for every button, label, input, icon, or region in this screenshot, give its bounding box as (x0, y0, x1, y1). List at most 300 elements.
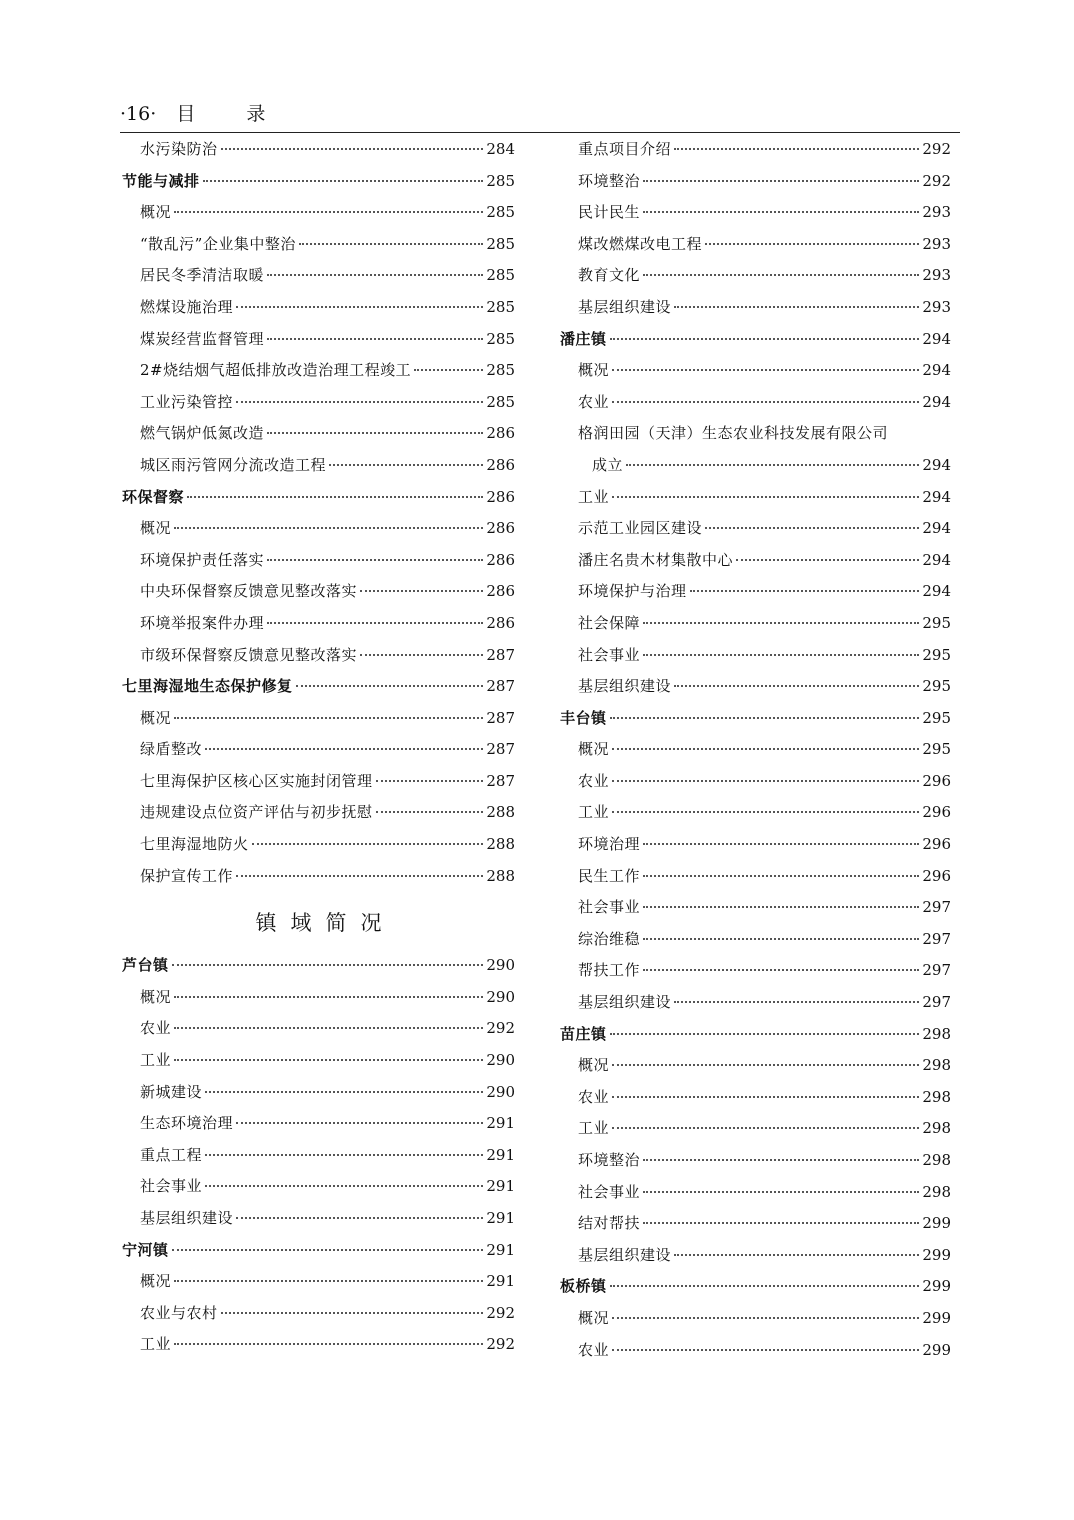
dot-leader (643, 905, 919, 908)
dot-leader (236, 1121, 483, 1124)
dot-leader (612, 400, 919, 403)
dot-leader (174, 1342, 483, 1345)
dot-leader (414, 368, 483, 371)
dot-leader (267, 431, 483, 434)
toc-entry-label: 农业 (140, 1019, 172, 1038)
toc-entry[interactable] (122, 982, 515, 1014)
toc-entry[interactable] (122, 450, 515, 482)
toc-page-number: 299 (922, 1214, 951, 1233)
toc-entry[interactable] (122, 1013, 515, 1045)
toc-page-number: 296 (922, 803, 951, 822)
dot-leader (612, 1063, 919, 1066)
dot-leader (612, 495, 919, 498)
toc-entry[interactable] (560, 355, 951, 387)
toc-entry[interactable] (122, 260, 515, 292)
toc-page-number: 292 (922, 140, 951, 158)
toc-entry[interactable] (122, 829, 515, 861)
toc-chapter-entry[interactable] (560, 703, 951, 735)
toc-entry[interactable] (560, 671, 951, 703)
toc-entry-label: 概况 (578, 1056, 610, 1075)
toc-entry-label: 概况 (578, 361, 610, 380)
toc-chapter-entry[interactable] (122, 482, 515, 514)
toc-page-number: 295 (922, 740, 951, 759)
toc-entry-label: 社会事业 (578, 898, 641, 917)
toc-entry-label: 工业 (140, 1051, 172, 1070)
toc-page-number: 288 (486, 835, 515, 854)
toc-entry-label: 生态环境治理 (140, 1114, 234, 1133)
toc-page-number: 291 (486, 1272, 515, 1291)
toc-page-number: 295 (922, 645, 951, 664)
toc-entry[interactable] (122, 1171, 515, 1203)
toc-page-number: 298 (922, 1024, 951, 1043)
toc-page-number: 285 (486, 234, 515, 253)
dot-leader (674, 1253, 919, 1256)
toc-entry-label: 基层组织建设 (578, 677, 672, 696)
toc-page-number: 294 (922, 455, 951, 474)
dot-leader (612, 1126, 919, 1129)
toc-entry-label: 结对帮扶 (578, 1214, 641, 1233)
toc-entry-label: 2#烧结烟气超低排放改造治理工程竣工 (140, 361, 412, 380)
dot-leader (174, 210, 483, 213)
toc-entry[interactable] (122, 1203, 515, 1235)
toc-page-number: 294 (922, 361, 951, 380)
toc-page-number: 287 (486, 708, 515, 727)
toc-entry[interactable] (560, 197, 951, 229)
toc-entry[interactable] (560, 892, 951, 924)
toc-entry-label: 七里海保护区核心区实施封闭管理 (140, 771, 373, 790)
toc-page-number: 292 (486, 1303, 515, 1322)
toc-page-number: 298 (922, 1151, 951, 1169)
toc-entry-label: 工业污染管控 (140, 392, 234, 411)
toc-entry[interactable] (560, 1240, 951, 1272)
toc-entry[interactable] (122, 1108, 515, 1140)
toc-entry[interactable] (560, 640, 951, 672)
toc-entry-label: 社会事业 (578, 645, 641, 664)
toc-entry-label: 七里海湿地防火 (140, 835, 249, 854)
toc-page-number: 285 (486, 361, 515, 380)
toc-entry[interactable] (560, 1113, 951, 1145)
toc-page-number: 297 (922, 993, 951, 1012)
dot-leader (205, 747, 483, 750)
toc-entry[interactable] (122, 608, 515, 640)
toc-entry-label: 环境举报案件办理 (140, 613, 265, 632)
toc-entry[interactable] (560, 1050, 951, 1082)
toc-entry[interactable] (122, 197, 515, 229)
toc-page-number: 296 (922, 866, 951, 885)
dot-leader (205, 1153, 483, 1156)
toc-chapter-entry[interactable] (122, 671, 515, 703)
dot-leader (174, 716, 483, 719)
toc-entry[interactable] (122, 797, 515, 829)
toc-entry-label: 基层组织建设 (140, 1209, 234, 1227)
toc-entry-label: 概况 (140, 1272, 172, 1291)
toc-entry-label: 丰台镇 (560, 708, 607, 727)
toc-entry-label: 燃煤设施治理 (140, 297, 234, 316)
dot-leader (174, 995, 483, 998)
toc-entry-label: 违规建设点位资产评估与初步抚慰 (140, 803, 373, 822)
toc-entry[interactable] (560, 260, 951, 292)
toc-page-number: 285 (486, 329, 515, 348)
dot-leader (203, 179, 484, 182)
toc-chapter-entry[interactable] (122, 166, 515, 198)
toc-entry-label: 农业 (578, 771, 610, 790)
dot-leader (174, 526, 483, 529)
toc-entry[interactable] (560, 513, 951, 545)
dot-leader (612, 368, 919, 371)
toc-entry-label: 城区雨污管网分流改造工程 (140, 455, 327, 474)
dot-leader (643, 874, 919, 877)
toc-entry[interactable] (122, 387, 515, 419)
toc-page-number: 293 (922, 203, 951, 222)
toc-entry-label: 工业 (578, 487, 610, 506)
dot-leader (643, 653, 919, 656)
dot-leader (236, 400, 483, 403)
toc-entry-label: 帮扶工作 (578, 961, 641, 980)
toc-entry[interactable] (560, 829, 951, 861)
toc-entry[interactable] (122, 1045, 515, 1077)
dot-leader (236, 1216, 483, 1219)
dot-leader (329, 463, 483, 466)
toc-entry[interactable] (122, 292, 515, 324)
dot-leader (674, 147, 919, 150)
dot-leader (612, 1095, 919, 1098)
toc-entry[interactable] (122, 324, 515, 356)
toc-entry[interactable] (560, 608, 951, 640)
toc-chapter-entry[interactable] (560, 1019, 951, 1051)
dot-leader (299, 242, 484, 245)
toc-entry[interactable] (122, 513, 515, 545)
toc-entry-label: 潘庄名贵木材集散中心 (578, 550, 734, 569)
toc-entry-label: 成立 (592, 455, 624, 474)
toc-page-number: 293 (922, 266, 951, 285)
dot-leader (674, 1000, 919, 1003)
toc-entry[interactable] (560, 987, 951, 1019)
page-number: ·16· (120, 103, 157, 125)
dot-leader (376, 779, 484, 782)
dot-leader (643, 210, 919, 213)
toc-entry-label: 煤改燃煤改电工程 (578, 234, 703, 253)
dot-leader (612, 810, 919, 813)
toc-page-number: 287 (486, 771, 515, 790)
toc-page-number: 286 (486, 424, 515, 443)
toc-page-number: 285 (486, 203, 515, 222)
toc-page-number: 299 (922, 1277, 951, 1296)
dot-leader (674, 305, 919, 308)
dot-leader (674, 684, 919, 687)
toc-entry[interactable] (122, 355, 515, 387)
dot-leader (643, 1190, 919, 1193)
toc-page-number: 291 (486, 1114, 515, 1133)
toc-entry-label: 基层组织建设 (578, 297, 672, 316)
toc-page-number: 293 (922, 234, 951, 253)
toc-entry[interactable] (122, 545, 515, 577)
toc-entry-label: 板桥镇 (560, 1277, 607, 1296)
toc-page-number: 287 (486, 677, 515, 696)
toc-entry[interactable] (560, 1082, 951, 1114)
toc-page-number: 297 (922, 961, 951, 980)
toc-entry-label: 水污染防治 (140, 140, 218, 158)
dot-leader (187, 495, 483, 498)
toc-entry[interactable] (560, 418, 951, 450)
toc-entry[interactable] (122, 134, 515, 166)
toc-entry-label: 工业 (578, 1119, 610, 1138)
toc-entry-label: 居民冬季清洁取暖 (140, 266, 265, 285)
toc-entry-label: 节能与减排 (122, 171, 200, 190)
dot-leader (643, 621, 919, 624)
toc-entry[interactable] (560, 734, 951, 766)
dot-leader (267, 273, 483, 276)
toc-chapter-entry[interactable] (560, 324, 951, 356)
dot-leader (267, 621, 483, 624)
toc-page-number: 294 (922, 550, 951, 569)
toc-page-number: 298 (922, 1119, 951, 1138)
toc-entry[interactable] (122, 703, 515, 735)
toc-entry[interactable] (560, 576, 951, 608)
toc-entry-label: 环境保护责任落实 (140, 550, 265, 569)
dot-leader (174, 1279, 483, 1282)
toc-entry-label: 工业 (578, 803, 610, 822)
toc-entry[interactable] (122, 418, 515, 450)
dot-leader (612, 1316, 919, 1319)
dot-leader (267, 337, 483, 340)
toc-entry-label: 绿盾整改 (140, 740, 203, 759)
dot-leader (705, 526, 919, 529)
toc-entry-label: 社会事业 (578, 1182, 641, 1201)
toc-entry-label: 社会保障 (578, 613, 641, 632)
toc-entry[interactable] (560, 797, 951, 829)
toc-entry[interactable] (560, 482, 951, 514)
toc-entry[interactable] (560, 387, 951, 419)
toc-page-number: 292 (486, 1019, 515, 1038)
toc-entry-label: 保护宣传工作 (140, 866, 234, 885)
toc-entry[interactable] (560, 1145, 951, 1177)
toc-entry[interactable] (122, 1266, 515, 1298)
toc-chapter-entry[interactable] (122, 950, 515, 982)
toc-entry-label: 格润田园（天津）生态农业科技发展有限公司 (578, 424, 889, 443)
toc-entry-label: 环境治理 (578, 835, 641, 854)
toc-page-number: 295 (922, 613, 951, 632)
dot-leader (221, 147, 484, 150)
toc-page-number: 298 (922, 1056, 951, 1075)
toc-entry-label: 概况 (578, 1308, 610, 1327)
toc-entry[interactable] (560, 134, 951, 166)
toc-entry[interactable] (560, 545, 951, 577)
toc-entry-label: 基层组织建设 (578, 1245, 672, 1264)
toc-page-number: 286 (486, 613, 515, 632)
toc-entry[interactable] (560, 924, 951, 956)
dot-leader (610, 337, 920, 340)
toc-page-number: 286 (486, 582, 515, 601)
toc-entry-label: 社会事业 (140, 1177, 203, 1196)
dot-leader (643, 273, 919, 276)
toc-entry[interactable] (560, 1208, 951, 1240)
dot-leader (705, 242, 919, 245)
toc-entry[interactable] (560, 1303, 951, 1335)
toc-page-number: 290 (486, 1082, 515, 1101)
toc-entry[interactable] (122, 766, 515, 798)
toc-entry-label: 概况 (140, 203, 172, 222)
dot-leader (267, 558, 483, 561)
toc-page-number: 294 (922, 392, 951, 411)
toc-page-number: 285 (486, 266, 515, 285)
toc-entry-label: 市级环保督察反馈意见整改落实 (140, 645, 358, 664)
toc-page-number: 299 (922, 1245, 951, 1264)
toc-entry-label: 示范工业园区建设 (578, 519, 703, 538)
page-header (120, 100, 960, 130)
toc-entry[interactable] (122, 1077, 515, 1109)
dot-leader (236, 305, 483, 308)
toc-page-number: 297 (922, 929, 951, 948)
toc-entry[interactable] (560, 955, 951, 987)
toc-entry[interactable] (560, 766, 951, 798)
toc-entry-label: 七里海湿地生态保护修复 (122, 677, 293, 696)
dot-leader (172, 1248, 484, 1251)
toc-entry-label: 农业 (578, 1087, 610, 1106)
dot-leader (643, 179, 919, 182)
toc-entry[interactable] (560, 229, 951, 261)
toc-page-number: 294 (922, 487, 951, 506)
toc-page-number: 293 (922, 297, 951, 316)
toc-page-number: 288 (486, 866, 515, 885)
toc-page-number: 290 (486, 956, 515, 975)
toc-entry[interactable] (122, 734, 515, 766)
toc-left-column (122, 134, 515, 1361)
toc-page-number: 299 (922, 1308, 951, 1327)
toc-entry[interactable] (122, 229, 515, 261)
toc-entry[interactable] (560, 450, 951, 482)
dot-leader (612, 747, 919, 750)
toc-entry-label: 概况 (140, 987, 172, 1006)
toc-entry-label: 重点项目介绍 (578, 140, 672, 158)
toc-right-column (560, 134, 951, 1366)
toc-entry-label: 农业 (578, 392, 610, 411)
toc-entry[interactable] (122, 640, 515, 672)
toc-entry-label: 燃气锅炉低氮改造 (140, 424, 265, 443)
toc-page-number: 292 (922, 171, 951, 190)
toc-entry-label: 民计民生 (578, 203, 641, 222)
dot-leader (736, 558, 919, 561)
toc-entry[interactable] (560, 292, 951, 324)
toc-entry-label: 苗庄镇 (560, 1024, 607, 1043)
toc-entry-label: 农业 (578, 1340, 610, 1359)
dot-leader (643, 1158, 919, 1161)
dot-leader (172, 963, 484, 966)
toc-entry-label: 环境保护与治理 (578, 582, 687, 601)
toc-page-number: 287 (486, 740, 515, 759)
toc-page-number: 297 (922, 898, 951, 917)
toc-page-number: 291 (486, 1177, 515, 1196)
toc-page-number: 299 (922, 1340, 951, 1359)
toc-page-number: 295 (922, 677, 951, 696)
toc-chapter-entry[interactable] (122, 1235, 515, 1267)
dot-leader (626, 463, 919, 466)
dot-leader (612, 1348, 919, 1351)
toc-entry-label: 环境整治 (578, 1151, 641, 1169)
section-heading: 镇域简况 (255, 911, 396, 936)
toc-page-number: 286 (486, 455, 515, 474)
toc-page-number: 288 (486, 803, 515, 822)
dot-leader (205, 1090, 483, 1093)
toc-page-number: 286 (486, 519, 515, 538)
toc-page-number: 296 (922, 835, 951, 854)
toc-entry-label: 中央环保督察反馈意见整改落实 (140, 582, 358, 601)
toc-entry-label: 煤炭经营监督管理 (140, 329, 265, 348)
dot-leader (296, 684, 484, 687)
toc-entry-label: 环境整治 (578, 171, 641, 190)
page-title: 目 录 (176, 103, 282, 125)
toc-page-number: 291 (486, 1240, 515, 1259)
dot-leader (690, 589, 920, 592)
toc-page-number: 298 (922, 1087, 951, 1106)
toc-page-number: 286 (486, 550, 515, 569)
toc-entry-label: 宁河镇 (122, 1240, 169, 1259)
dot-leader (643, 1221, 919, 1224)
toc-page-number: 295 (922, 708, 951, 727)
toc-entry[interactable] (560, 861, 951, 893)
dot-leader (376, 810, 484, 813)
toc-entry-label: 综治维稳 (578, 929, 641, 948)
toc-entry[interactable] (122, 1298, 515, 1330)
toc-entry-label: 民生工作 (578, 866, 641, 885)
toc-page-number: 290 (486, 1051, 515, 1070)
toc-entry[interactable] (122, 1140, 515, 1172)
dot-leader (174, 1026, 483, 1029)
toc-chapter-entry[interactable] (560, 1271, 951, 1303)
toc-entry[interactable] (122, 576, 515, 608)
toc-entry-label: 概况 (140, 708, 172, 727)
toc-page-number: 296 (922, 771, 951, 790)
header-divider (120, 132, 960, 133)
toc-entry[interactable] (560, 1177, 951, 1209)
toc-entry-label: 芦台镇 (122, 956, 169, 975)
toc-page-number: 285 (486, 392, 515, 411)
toc-page-number: 294 (922, 329, 951, 348)
toc-entry-label: 教育文化 (578, 266, 641, 285)
dot-leader (610, 1284, 920, 1287)
toc-page-number: 287 (486, 645, 515, 664)
dot-leader (610, 716, 920, 719)
toc-page-number: 292 (486, 1335, 515, 1354)
toc-entry-label: “散乱污”企业集中整治 (140, 234, 296, 253)
toc-page-number: 291 (486, 1209, 515, 1227)
dot-leader (643, 842, 919, 845)
dot-leader (643, 968, 919, 971)
toc-entry[interactable] (560, 1335, 951, 1367)
toc-entry-label: 潘庄镇 (560, 329, 607, 348)
toc-entry-label: 新城建设 (140, 1082, 203, 1101)
dot-leader (360, 589, 483, 592)
toc-page-number: 285 (486, 171, 515, 190)
toc-page-number: 291 (486, 1145, 515, 1164)
toc-entry[interactable] (122, 1329, 515, 1361)
toc-page-number: 294 (922, 582, 951, 601)
toc-page-number: 286 (486, 487, 515, 506)
toc-page-number: 294 (922, 519, 951, 538)
dot-leader (643, 937, 919, 940)
toc-entry-label: 环保督察 (122, 487, 185, 506)
dot-leader (205, 1184, 483, 1187)
toc-page-number: 284 (486, 140, 515, 158)
toc-entry[interactable] (122, 861, 515, 893)
toc-page-number: 298 (922, 1182, 951, 1201)
dot-leader (610, 1032, 920, 1035)
toc-entry-label: 基层组织建设 (578, 993, 672, 1012)
toc-entry-label: 重点工程 (140, 1145, 203, 1164)
toc-entry-label: 工业 (140, 1335, 172, 1354)
dot-leader (221, 1311, 484, 1314)
toc-entry[interactable] (560, 166, 951, 198)
dot-leader (174, 1058, 483, 1061)
